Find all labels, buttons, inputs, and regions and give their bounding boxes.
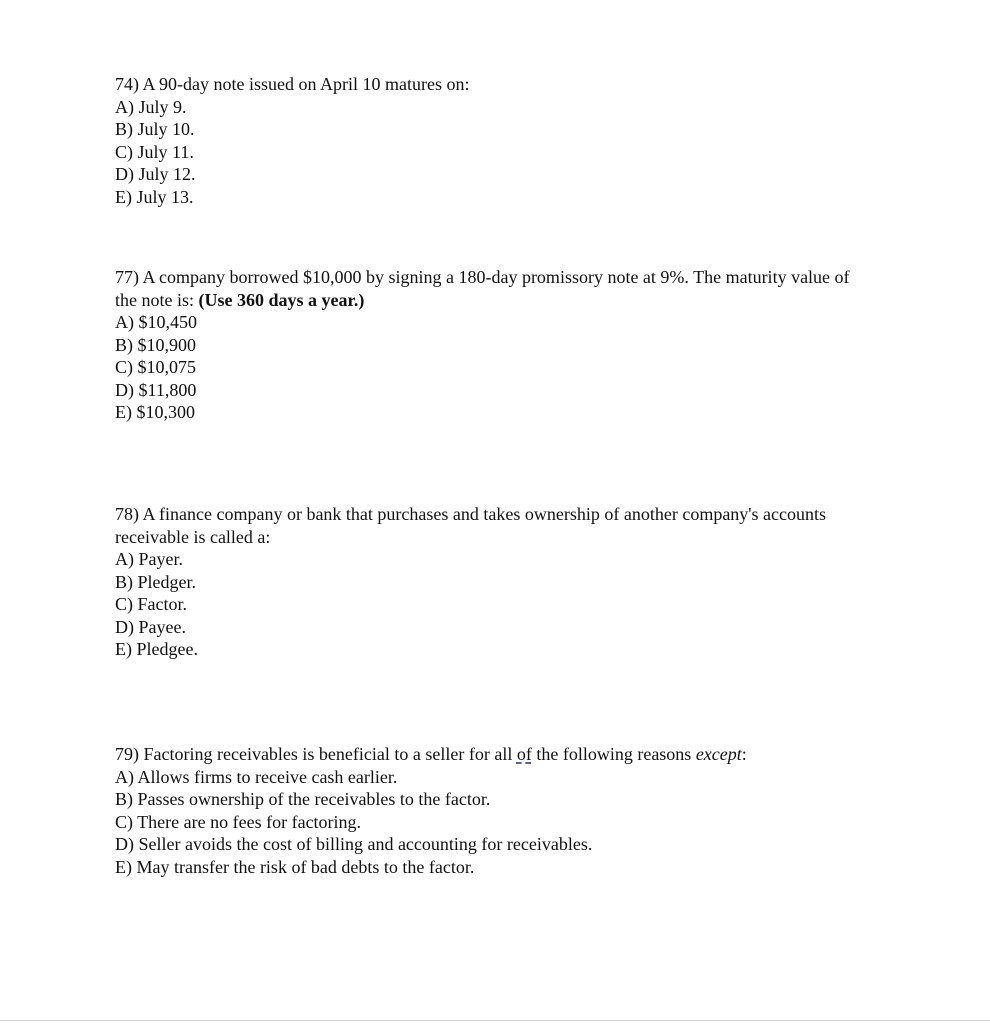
question-79-stem-underlined: of — [516, 744, 532, 764]
question-77-option-e: E) $10,300 — [115, 402, 195, 422]
question-77-option-b: B) $10,900 — [115, 334, 196, 355]
question-77-option-c: C) $10,075 — [115, 357, 196, 377]
question-74-option-a: A) July 9. — [115, 96, 187, 117]
question-79-stem — [115, 743, 875, 766]
question-78-option-b: B) Pledger. — [115, 571, 196, 592]
question-77-stem-wrapper — [115, 266, 875, 311]
question-77-stem: 77) A company borrowed $10,000 by signing a 180-day promissory note at 9%. The maturity value of the note is: — [115, 267, 850, 310]
question-74 — [115, 73, 875, 208]
question-79-option-d: D) Seller avoids the cost of billing and accounting for receivables. — [115, 834, 593, 854]
question-78-option-e: E) Pledgee. — [115, 639, 198, 659]
question-78-option-a: A) Payer. — [115, 549, 183, 569]
question-77-stem-note: (Use 360 days a year.) — [198, 289, 365, 310]
question-74-option-e: E) July 13. — [115, 186, 194, 207]
question-78-option-c: C) Factor. — [115, 594, 187, 614]
question-74-option-b: B) July 10. — [115, 119, 195, 139]
question-77-option-d: D) $11,800 — [115, 379, 197, 400]
question-77 — [115, 266, 875, 424]
question-79-option-e: E) May transfer the risk of bad debts to the factor. — [115, 856, 475, 877]
question-79-option-a: A) Allows firms to receive cash earlier. — [115, 766, 398, 787]
question-78 — [115, 503, 875, 661]
question-74-option-c: C) July 11. — [115, 141, 194, 162]
question-79-stem-part2: the following reasons — [536, 744, 692, 764]
question-79-option-b: B) Passes ownership of the receivables to the factor. — [115, 789, 491, 809]
question-77-option-a: A) $10,450 — [115, 312, 197, 332]
question-79-option-c: C) There are no fees for factoring. — [115, 811, 362, 832]
question-74-stem: 74) A 90-day note issued on April 10 matures on: — [115, 74, 470, 94]
question-78-stem: 78) A finance company or bank that purchases and takes ownership of another company's accounts receivable is called a: — [115, 504, 827, 547]
question-79-stem-end: : — [741, 744, 747, 764]
question-79-stem-part1: 79) Factoring receivables is beneficial to a seller for all — [115, 744, 513, 764]
question-78-option-d: D) Payee. — [115, 616, 186, 637]
question-74-option-d: D) July 12. — [115, 164, 196, 184]
question-79 — [115, 743, 875, 878]
question-79-stem-italic: except — [695, 744, 742, 764]
page-bottom-divider — [0, 1020, 990, 1021]
